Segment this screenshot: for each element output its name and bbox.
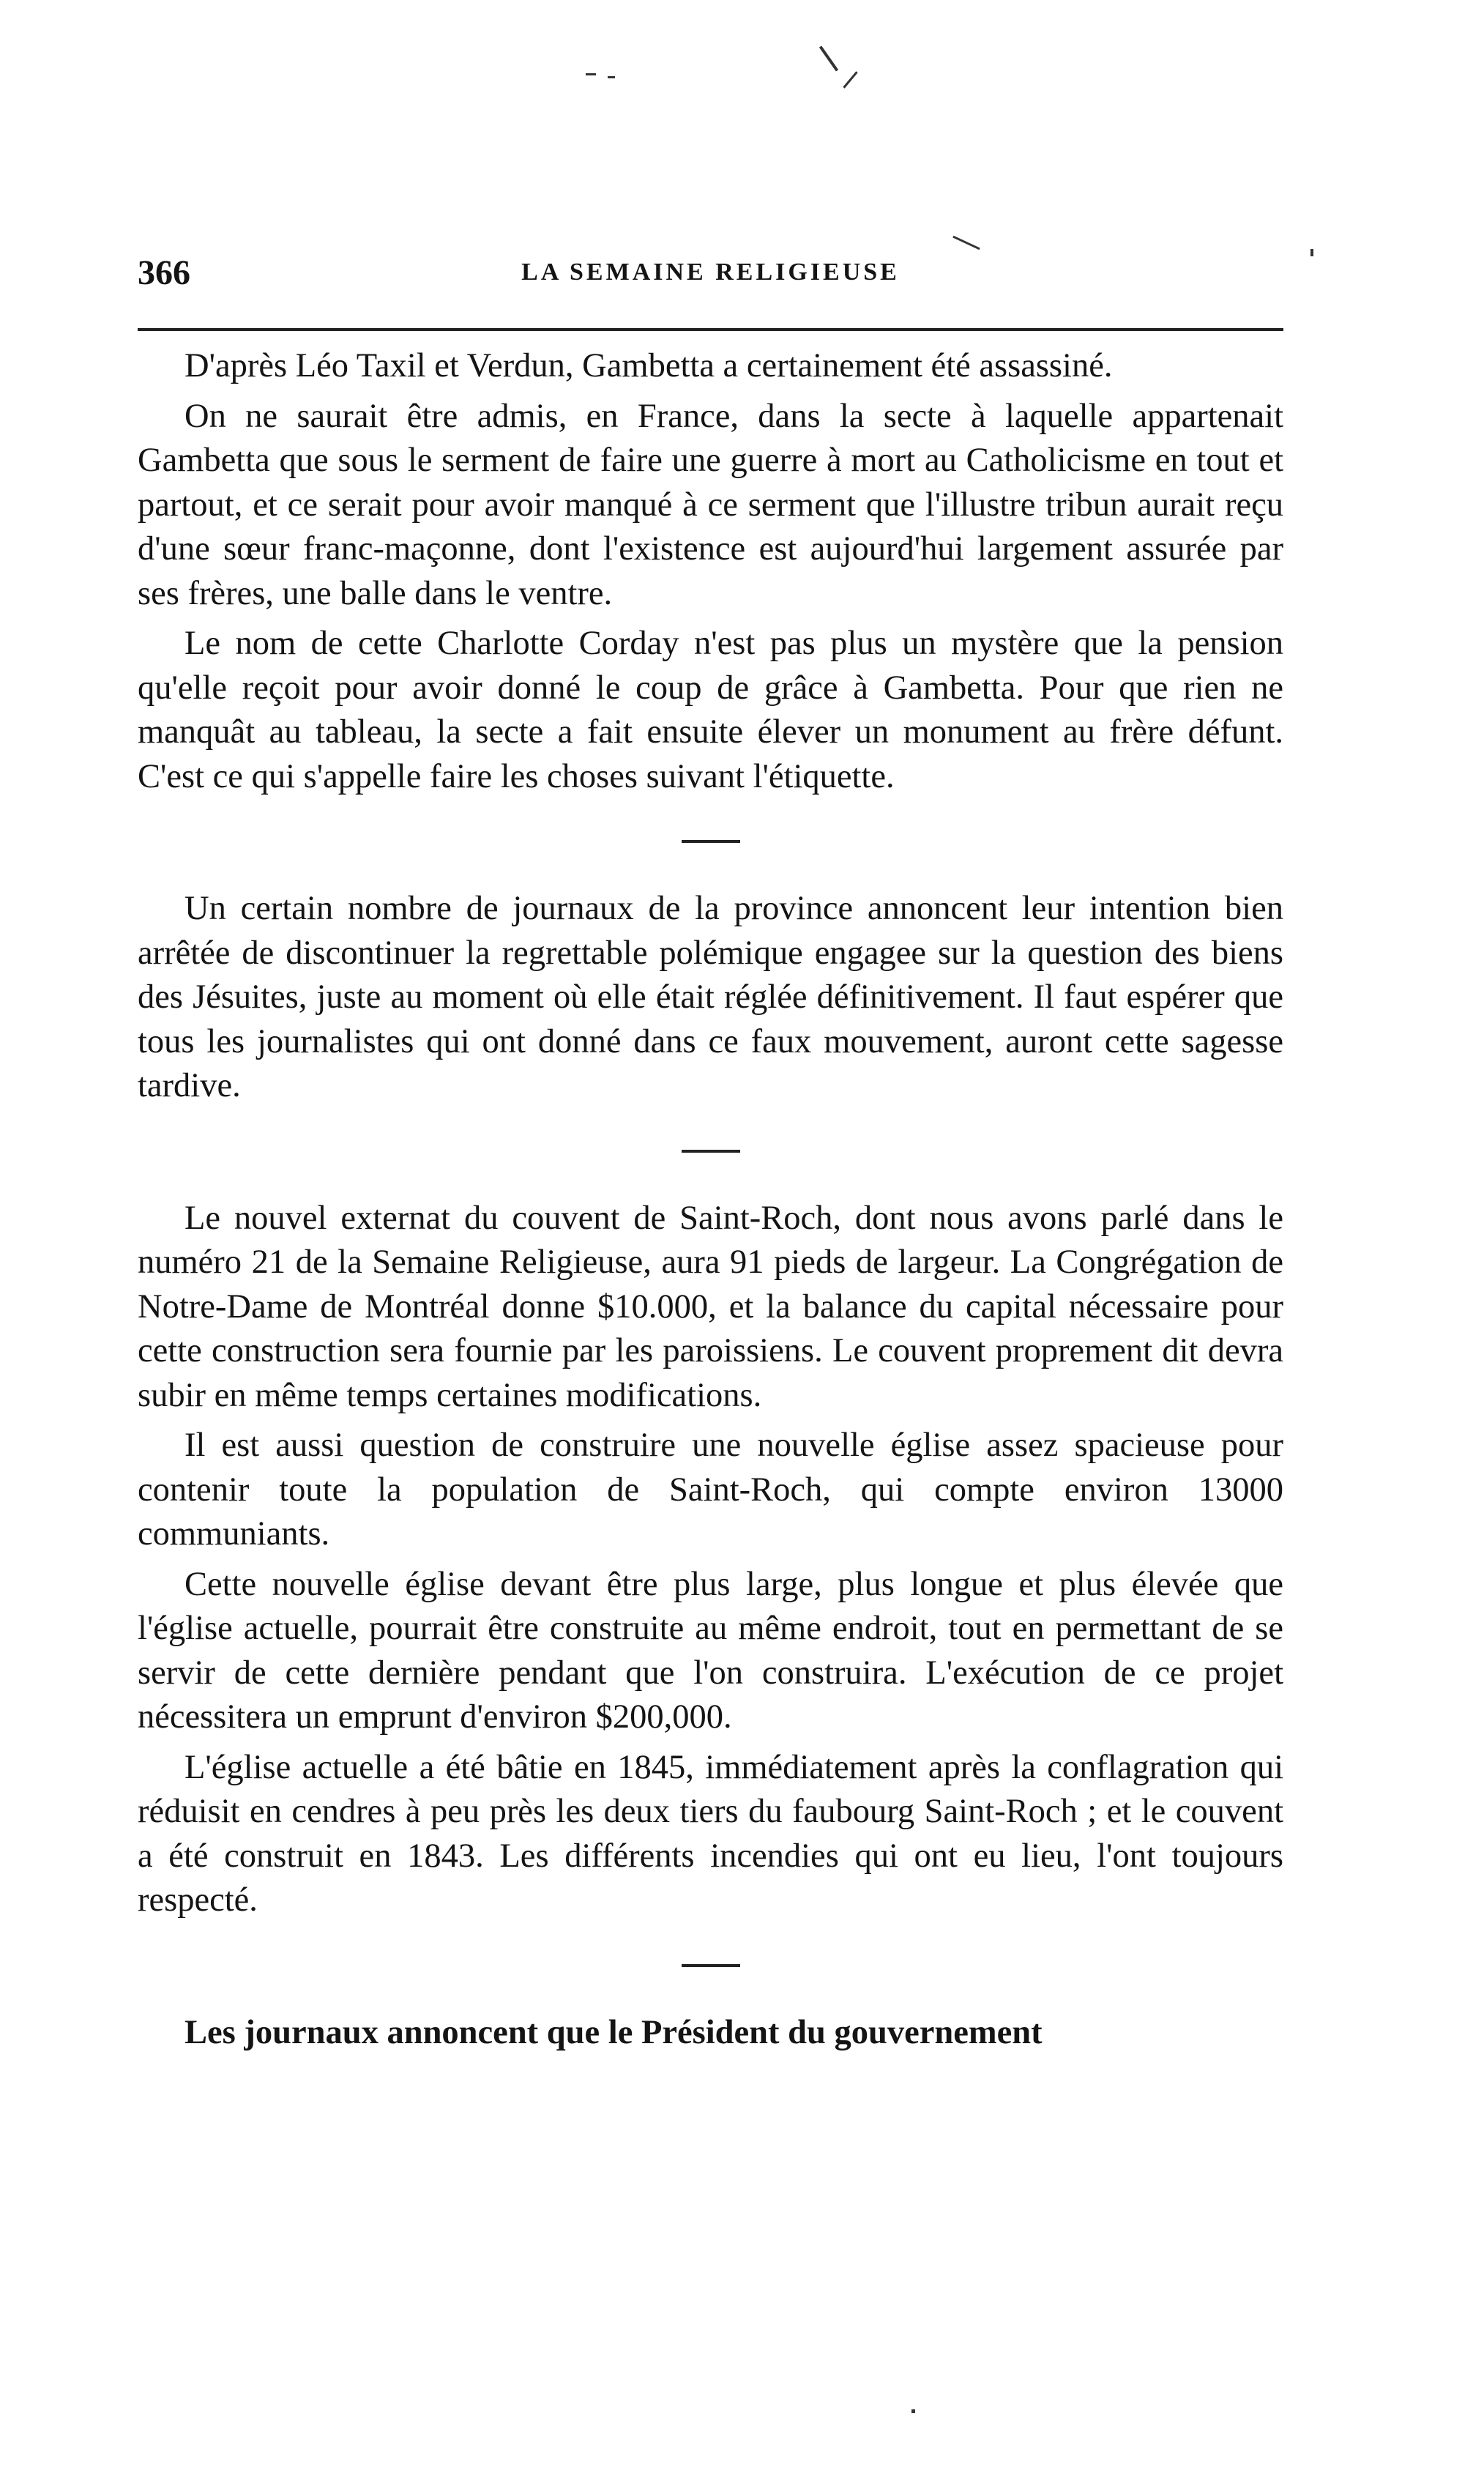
scan-speck (819, 45, 838, 71)
paragraph-8: L'église actuelle a été bâtie en 1845, immédiatement après la conflagration qui réduisit en cendres à peu près les deux tiers du faubourg Saint-Roch ; et le couvent a été construit en 1843. Les différents incendies qui ont eu lieu, l'ont toujours respecté. (138, 1748, 1283, 1919)
page-number: 366 (138, 253, 190, 292)
paragraph-9: Les journaux annoncent que le Président du gouvernement (184, 2013, 1043, 2051)
scan-speck (911, 2409, 915, 2413)
paragraph-5: Le nouvel externat du couvent de Saint-Roch, dont nous avons parlé dans le numéro 21 de la Semaine Religieuse, aura 91 pieds de largeur. La Congrégation de Notre-Dame de Montréal donne $10.000, et la balance du capital nécessaire pour cette construction sera fournie par les paroissiens. Le couvent proprement dit devra subir en même temps certaines modifications. (138, 1199, 1283, 1414)
section-separator (138, 1115, 1283, 1197)
paragraph-2: On ne saurait être admis, en France, dans la secte à laquelle appartenait Gambetta que sous le serment de faire une guerre à mort au Catholicisme en tout et partout, et ce serait pour avoir manqué à ce serment que l'illustre tribun aurait reçu d'une sœur franc-maçonne, dont l'existence est aujourd'hui largement assurée par ses frères, une balle dans le ventre. (138, 397, 1283, 612)
paragraph-4: Un certain nombre de journaux de la province annoncent leur intention bien arrêtée de discontinuer la regrettable polémique engagee sur la question des biens des Jésuites, juste au moment où elle était réglée définitivement. Il faut espérer que tous les journalistes qui ont donné dans ce faux mouvement, auront cette sagesse tardive. (138, 890, 1283, 1104)
article-body (138, 344, 1283, 2061)
section-separator (138, 805, 1283, 887)
scan-speck (1310, 249, 1313, 256)
header-rule (138, 328, 1283, 331)
section-separator (138, 1929, 1283, 2011)
paragraph-1: D'après Léo Taxil et Verdun, Gambetta a certainement été assassiné. (184, 347, 1113, 384)
page-header (138, 253, 1283, 304)
scan-speck (586, 73, 596, 75)
paragraph-6: Il est aussi question de construire une nouvelle église assez spacieuse pour contenir toute la population de Saint-Roch, qui compte environ 13000 communiants. (138, 1427, 1283, 1553)
scan-speck (952, 236, 980, 250)
scan-speck (608, 76, 615, 78)
paragraph-3: Le nom de cette Charlotte Corday n'est pas plus un mystère que la pension qu'elle reçoit pour avoir donné le coup de grâce à Gambetta. Pour que rien ne manquât au tableau, la secte a fait ensuite élever un monument au frère défunt. C'est ce qui s'appelle faire les choses suivant l'étiquette. (138, 625, 1283, 795)
running-title: LA SEMAINE RELIGIEUSE (521, 259, 900, 286)
paragraph-7: Cette nouvelle église devant être plus large, plus longue et plus élevée que l'église actuelle, pourrait être construite au même endroit, tout en permettant de se servir de cette dernière pendant que l'on construira. L'exécution de ce projet nécessitera un emprunt d'environ $200,000. (138, 1565, 1283, 1736)
scan-speck (843, 71, 857, 88)
